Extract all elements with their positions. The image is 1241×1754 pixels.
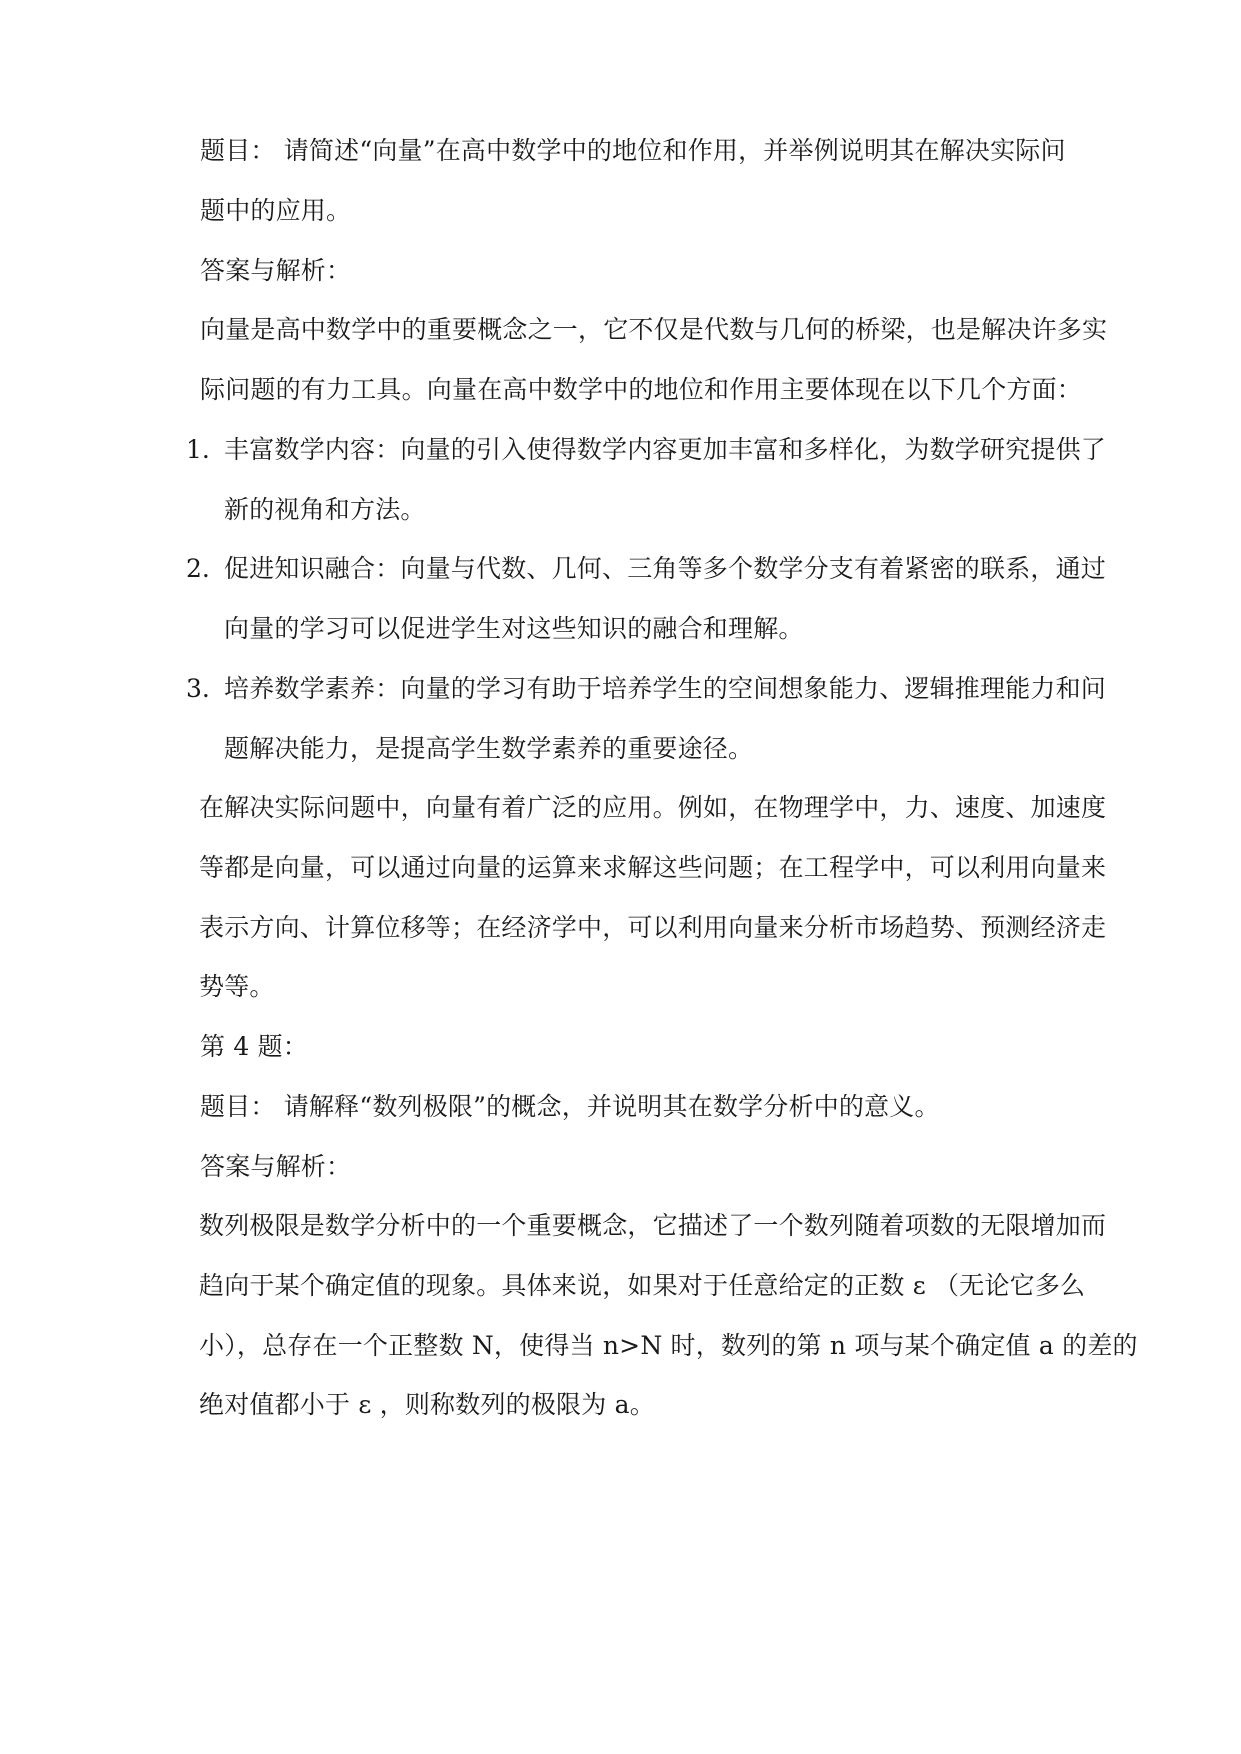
list-item-number: 1. — [186, 435, 210, 464]
list-item-line: 促进知识融合：向量与代数、几何、三角等多个数学分支有着紧密的联系，通过 — [224, 554, 1107, 583]
list-item-line: 向量的学习可以促进学生对这些知识的融合和理解。 — [224, 614, 804, 643]
answer-label: 答案与解析： — [200, 256, 352, 285]
answer-label: 答案与解析： — [200, 1152, 352, 1181]
application-line: 在解决实际问题中，向量有着广泛的应用。例如，在物理学中，力、速度、加速度 — [199, 793, 1107, 822]
definition-line: 数列极限是数学分析中的一个重要概念，它描述了一个数列随着项数的无限增加而 — [199, 1211, 1107, 1240]
list-item-line: 题解决能力，是提高学生数学素养的重要途径。 — [224, 734, 754, 763]
definition-line: 趋向于某个确定值的现象。具体来说，如果对于任意给定的正数 ε （无论它多么 — [199, 1271, 1086, 1300]
list-item-line: 丰富数学内容：向量的引入使得数学内容更加丰富和多样化，为数学研究提供了 — [224, 435, 1107, 464]
application-line: 表示方向、计算位移等；在经济学中，可以利用向量来分析市场趋势、预测经济走 — [199, 913, 1107, 942]
definition-line: 小），总存在一个正整数 N，使得当 n>N 时，数列的第 n 项与某个确定值 a 的差的 — [199, 1331, 1138, 1360]
application-line: 等都是向量，可以通过向量的运算来求解这些问题；在工程学中，可以利用向量来 — [199, 853, 1107, 882]
application-line: 势等。 — [199, 972, 275, 1001]
list-item-line: 培养数学素养：向量的学习有助于培养学生的空间想象能力、逻辑推理能力和问 — [224, 674, 1107, 703]
list-item-number: 2. — [186, 554, 210, 583]
definition-line: 绝对值都小于 ε ，则称数列的极限为 a。 — [199, 1390, 655, 1419]
intro-line-2: 际问题的有力工具。向量在高中数学中的地位和作用主要体现在以下几个方面： — [200, 375, 1083, 404]
question-prompt: 题目： 请解释“数列极限”的概念，并说明其在数学分析中的意义。 — [200, 1092, 940, 1121]
question-prompt-line-2: 题中的应用。 — [200, 196, 352, 225]
question-heading: 第 4 题： — [200, 1032, 308, 1061]
list-item-number: 3. — [186, 674, 210, 703]
question-prompt-line-1: 题目： 请简述“向量”在高中数学中的地位和作用，并举例说明其在解决实际问 — [200, 136, 1066, 165]
intro-line-1: 向量是高中数学中的重要概念之一，它不仅是代数与几何的桥梁，也是解决许多实 — [200, 315, 1108, 344]
list-item-line: 新的视角和方法。 — [224, 495, 426, 524]
